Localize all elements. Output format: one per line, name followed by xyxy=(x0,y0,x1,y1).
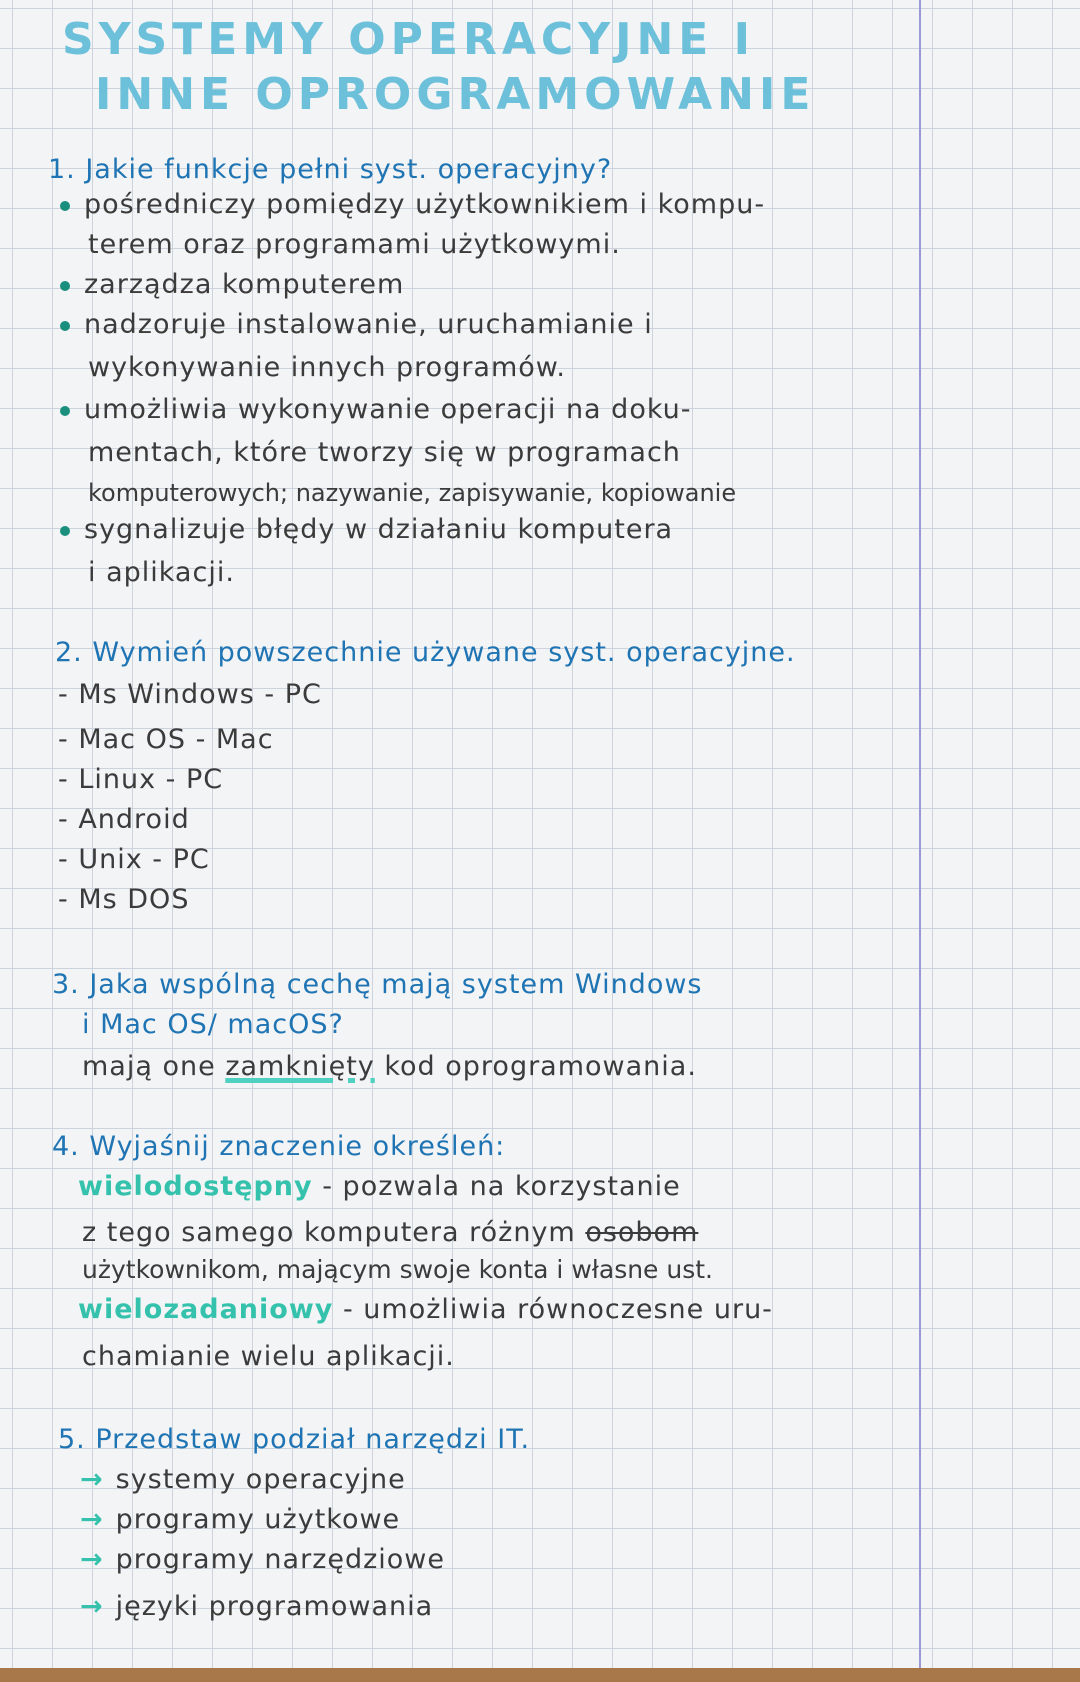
arrow-icon: → xyxy=(80,1544,104,1575)
bullet-icon xyxy=(60,406,70,416)
bullet-icon xyxy=(60,321,70,331)
definition-1: wielodostępny - pozwala na korzystanie xyxy=(78,1171,681,1202)
list-item: nadzoruje instalowanie, uruchamianie i xyxy=(60,307,653,343)
question-5-heading: 5. Przedstaw podział narzędzi IT. xyxy=(58,1424,531,1455)
list-item: - Unix - PC xyxy=(58,844,210,875)
list-item: - Linux - PC xyxy=(58,764,224,795)
question-4-heading: 4. Wyjaśnij znaczenie określeń: xyxy=(52,1131,506,1162)
list-item: - Mac OS - Mac xyxy=(58,724,274,755)
question-2-heading: 2. Wymień powszechnie używane syst. operacyjne. xyxy=(55,637,796,668)
title-line-2: INNE OPROGRAMOWANIE xyxy=(95,69,816,120)
list-item: zarządza komputerem xyxy=(60,267,404,303)
list-item: → języki programowania xyxy=(80,1591,434,1622)
list-item: sygnalizuje błędy w działaniu komputera xyxy=(60,512,673,548)
question-1-heading: 1. Jakie funkcje pełni syst. operacyjny? xyxy=(48,154,613,185)
title-line-1: SYSTEMY OPERACYJNE I xyxy=(62,14,756,65)
list-item: - Android xyxy=(58,804,190,835)
table-surface xyxy=(0,1668,1080,1682)
list-item: pośredniczy pomiędzy użytkownikiem i kompu- xyxy=(60,187,765,223)
bullet-icon xyxy=(60,201,70,211)
definition-2: wielozadaniowy - umożliwia równoczesne uru- xyxy=(78,1294,773,1325)
highlighted-term: zamknięty xyxy=(225,1051,375,1082)
definition-1-cont: użytkownikom, mającym swoje konta i własne ust. xyxy=(82,1255,714,1284)
definition-2-cont: chamianie wielu aplikacji. xyxy=(82,1341,455,1372)
list-item-continuation: terem oraz programami użytkowymi. xyxy=(88,229,621,260)
arrow-icon: → xyxy=(80,1591,104,1622)
term-wielozadaniowy: wielozadaniowy xyxy=(78,1294,334,1325)
question-3-answer: mają one zamknięty kod oprogramowania. xyxy=(82,1051,697,1082)
list-item: umożliwia wykonywanie operacji na doku- xyxy=(60,392,692,428)
bullet-icon xyxy=(60,281,70,291)
question-3-heading: 3. Jaka wspólną cechę mają system Windows xyxy=(52,969,703,1000)
list-item: → programy użytkowe xyxy=(80,1504,401,1535)
list-item-continuation: i aplikacji. xyxy=(88,557,235,588)
list-item: - Ms DOS xyxy=(58,884,190,915)
bullet-icon xyxy=(60,526,70,536)
list-item: → programy narzędziowe xyxy=(80,1544,446,1575)
arrow-icon: → xyxy=(80,1464,104,1495)
term-wielodostepny: wielodostępny xyxy=(78,1171,313,1202)
list-item-continuation: wykonywanie innych programów. xyxy=(88,352,566,383)
list-item-continuation: mentach, które tworzy się w programach xyxy=(88,437,681,468)
definition-1-cont: z tego samego komputera różnym osobom xyxy=(82,1217,699,1248)
struck-word: osobom xyxy=(585,1217,699,1248)
list-item: → systemy operacyjne xyxy=(80,1464,406,1495)
list-item-continuation: komputerowych; nazywanie, zapisywanie, kopiowanie xyxy=(88,479,737,507)
question-3-heading-cont: i Mac OS/ macOS? xyxy=(82,1009,344,1040)
arrow-icon: → xyxy=(80,1504,104,1535)
list-item: - Ms Windows - PC xyxy=(58,679,322,710)
